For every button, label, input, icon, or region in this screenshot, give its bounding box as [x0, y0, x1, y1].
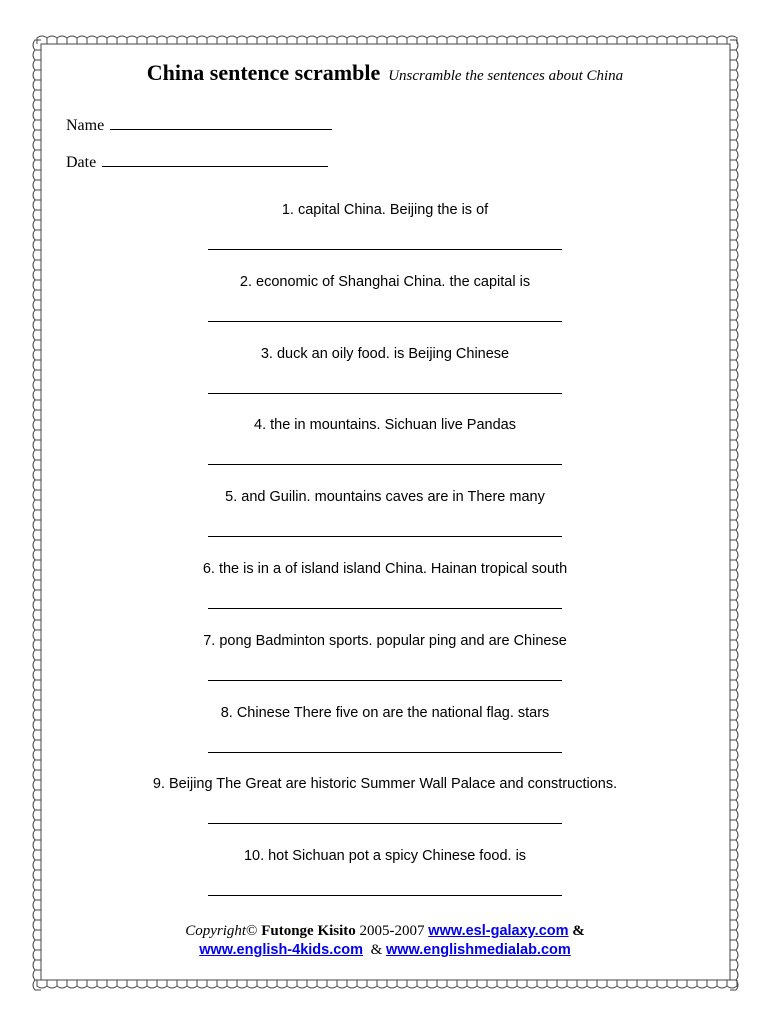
scrambled-sentence: 8. Chinese There five on are the national flag. stars: [220, 704, 550, 721]
list-item: [0, 844, 770, 916]
answer-line[interactable]: [208, 321, 562, 322]
list-item: [0, 270, 770, 342]
answer-line[interactable]: [208, 823, 562, 824]
scrambled-sentence: 5. and Guilin. mountains caves are in There many: [225, 489, 545, 506]
footer-line-1: [0, 922, 770, 941]
ampersand: &: [572, 923, 585, 939]
list-item: [0, 772, 770, 844]
scrambled-sentence: 3. duck an oily food. is Beijing Chinese: [260, 345, 510, 362]
answer-line[interactable]: [208, 249, 562, 250]
list-item: [0, 198, 770, 270]
scrambled-sentence: 10. hot Sichuan pot a spicy Chinese food. is: [243, 848, 527, 865]
answer-line[interactable]: [208, 895, 562, 896]
answer-line[interactable]: [208, 608, 562, 609]
englishmedialab-link[interactable]: www.englishmedialab.com: [385, 942, 571, 958]
scrambled-sentence: 4. the in mountains. Sichuan live Pandas: [254, 417, 516, 434]
date-field: [66, 152, 328, 172]
name-field: [66, 115, 332, 135]
list-item: [0, 557, 770, 629]
answer-line[interactable]: [208, 464, 562, 465]
list-item: [0, 629, 770, 701]
copyright-word: Copyright: [185, 923, 247, 939]
answer-line[interactable]: [208, 536, 562, 537]
date-label: Date: [66, 154, 97, 171]
list-item: [0, 342, 770, 414]
scrambled-sentence: 7. pong Badminton sports. popular ping and are Chinese: [203, 632, 567, 649]
list-item: [0, 413, 770, 485]
sentence-list: [0, 198, 770, 916]
scrambled-sentence: 6. the is in a of island island China. Hainan tropical south: [202, 560, 568, 577]
name-label: Name: [66, 117, 105, 134]
name-blank-line[interactable]: [110, 115, 332, 130]
scrambled-sentence: 9. Beijing The Great are historic Summer Wall Palace and constructions.: [152, 776, 618, 793]
esl-galaxy-link[interactable]: www.esl-galaxy.com: [428, 923, 569, 939]
list-item: [0, 701, 770, 773]
page-title: China sentence scramble: [146, 60, 381, 85]
scrambled-sentence: 1. capital China. Beijing the is of: [281, 202, 489, 218]
list-item: [0, 485, 770, 557]
answer-line[interactable]: [208, 680, 562, 681]
ampersand: &: [370, 942, 383, 958]
answer-line[interactable]: [208, 752, 562, 753]
scrambled-sentence: 2. economic of Shanghai China. the capital is: [239, 273, 531, 290]
worksheet-heading: [0, 60, 770, 86]
copyright-footer: [0, 922, 770, 960]
date-blank-line[interactable]: [102, 152, 328, 167]
copyright-years: 2005-2007: [359, 923, 425, 939]
english-4kids-link[interactable]: www.english-4kids.com: [199, 942, 364, 958]
footer-line-2: [0, 941, 770, 960]
answer-line[interactable]: [208, 393, 562, 394]
page-subtitle: Unscramble the sentences about China: [388, 68, 624, 84]
copyright-symbol: ©: [246, 923, 258, 939]
author-name: Futonge Kisito: [261, 923, 356, 939]
